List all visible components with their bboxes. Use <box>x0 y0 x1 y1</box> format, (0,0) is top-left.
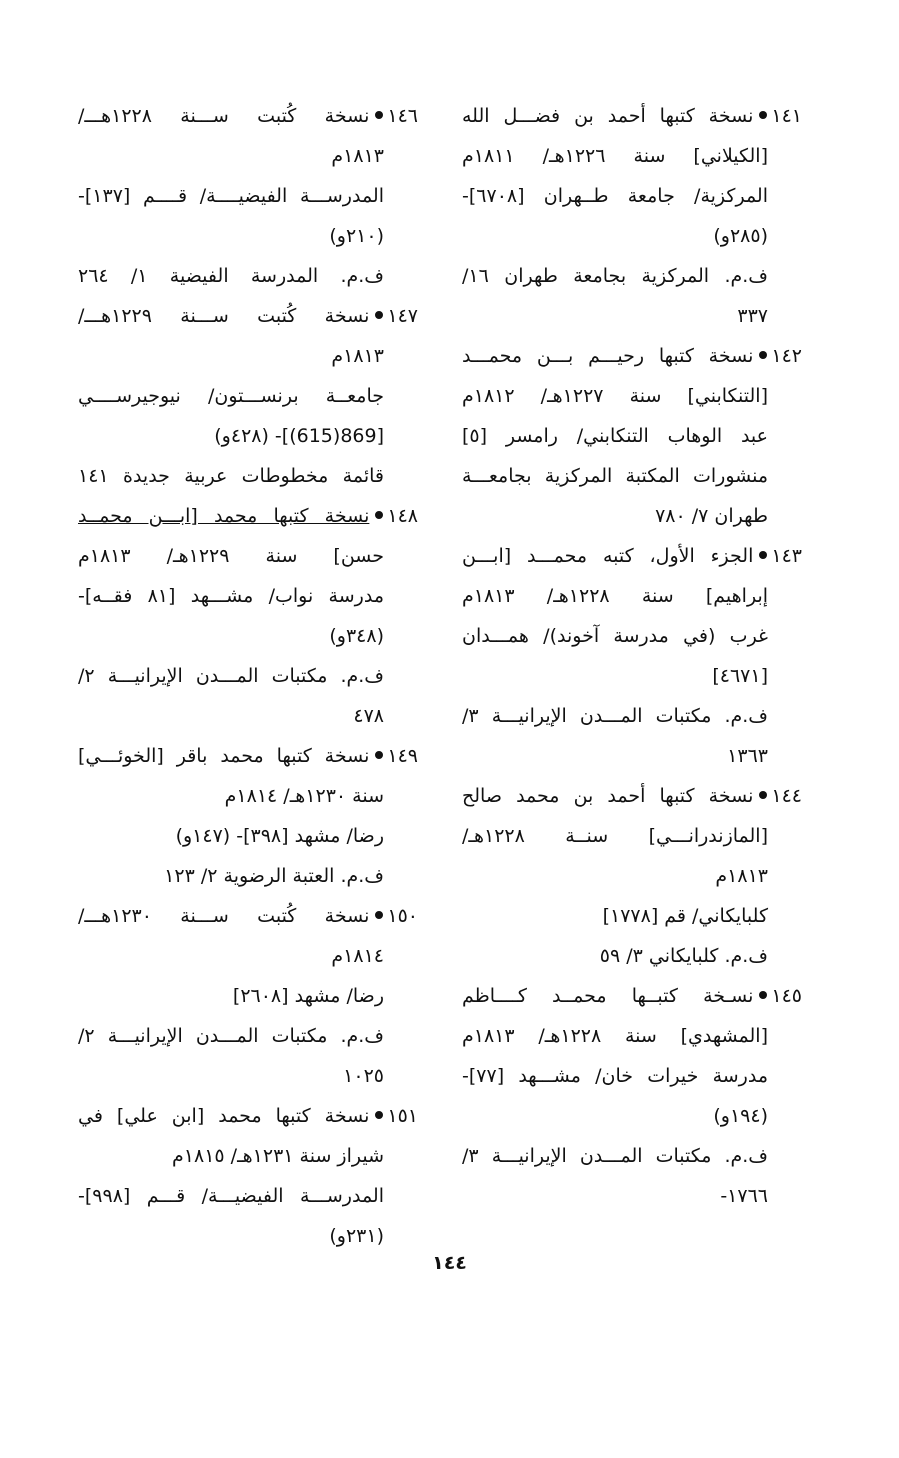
bullet-icon <box>759 791 767 799</box>
entry-line: ١٧٦٦- <box>720 1185 768 1207</box>
entry-first-line: ١٥٠نسخة كُتبت ســـنة ١٢٣٠هـــ/ <box>78 905 418 927</box>
entry-number: ١٤٨ <box>387 505 418 527</box>
entry-line: ١٨١٣م <box>331 145 384 167</box>
entry-line: المدرســـة الفيضيـــة/ قـــم [٩٩٨]- <box>78 1185 384 1207</box>
entry-line: [٤٦٧١] <box>712 665 768 687</box>
bullet-icon <box>759 111 767 119</box>
entry-line: ١٨١٤م <box>331 945 384 967</box>
entry-first-line: ١٤٧نسخة كُتبت ســـنة ١٢٢٩هـــ/ <box>78 305 418 327</box>
entry-line: المدرســـة الفيضيــــة/ قــــم [١٣٧]- <box>78 185 384 207</box>
entry-line: كلبايكاني/ قم [١٧٧٨] <box>602 905 768 927</box>
entry-line: ١٨١٣م <box>331 345 384 367</box>
entry-line: [الكيلاني] سنة ١٢٢٦هـ/ ١٨١١م <box>462 145 768 167</box>
entry-line: حسن] سنة ١٢٢٩هـ/ ١٨١٣م <box>78 545 384 567</box>
entry-number: ١٤٤ <box>771 785 802 807</box>
entry-number: ١٥١ <box>387 1105 418 1127</box>
entry-line: ٣٣٧ <box>737 305 768 327</box>
entry-line: ف.م. مكتبات المـــدن الإيرانيـــة ٣/ <box>462 1145 768 1167</box>
entry-line: ف.م. العتبة الرضوية ٢/ ١٢٣ <box>164 865 384 887</box>
entry-number: ١٤٩ <box>387 745 418 767</box>
entry-first-line: ١٤٥نسـخة كتبــها محمــد كــــاظم <box>462 985 802 1007</box>
entry-line: (١٩٤و) <box>713 1105 768 1127</box>
entry-first-line: ١٤٩نسخة كتبها محمد باقر [الخوئـــي] <box>78 745 418 767</box>
entry-line: ١٣٦٣ <box>727 745 768 767</box>
bullet-icon <box>375 751 383 759</box>
bullet-icon <box>375 511 383 519</box>
entry-line: [المازندرانـــي] سنــة ١٢٢٨هـ/ <box>462 825 768 847</box>
page-number: ١٤٤ <box>432 1252 467 1274</box>
right-column <box>462 96 802 1216</box>
entry-line: ١٨١٣م <box>715 865 768 887</box>
entry-line: مدرسة خيرات خان/ مشـــهد [٧٧]- <box>462 1065 768 1087</box>
entry-line: طهران ٧/ ٧٨٠ <box>655 505 768 527</box>
entry-line: المركزية/ جامعة طــهران [٦٧٠٨]- <box>462 185 768 207</box>
entry-line: شيراز سنة ١٢٣١هـ/ ١٨١٥م <box>172 1145 384 1167</box>
entry-number: ١٤٦ <box>387 105 418 127</box>
bullet-icon <box>375 1111 383 1119</box>
entry-first-line: ١٥١نسخة كتبها محمد [ابن علي] في <box>78 1105 418 1127</box>
entry-first-line: ١٤٤نسخة كتبها أحمد بن محمد صالح <box>462 785 802 807</box>
entry-line: [التنكابني] سنة ١٢٢٧هـ/ ١٨١٢م <box>462 385 769 407</box>
entry-line: (٢٣١و) <box>329 1225 384 1247</box>
bullet-icon <box>375 911 383 919</box>
entry-line: (٢٨٥و) <box>713 225 768 247</box>
entry-line: جامعــة برنســـتون/ نيوجيرســــي <box>78 385 384 407</box>
entry-line: ٤٧٨ <box>353 705 384 727</box>
entry-line: ف.م. مكتبات المـــدن الإيرانيـــة ٣/ <box>462 705 768 727</box>
entry-line: ف.م. مكتبات المـــدن الإيرانيـــة ٢/ <box>78 1025 384 1047</box>
entry-first-line: ١٤٨نسخة كتبها محمد [ابـــن محمــد <box>78 505 418 527</box>
entry-line: عبد الوهاب التنكابني/ رامسر [٥] <box>462 425 768 447</box>
entry-number: ١٥٠ <box>387 905 418 927</box>
bullet-icon <box>759 991 767 999</box>
entry-line: [المشهدي] سنة ١٢٢٨هـ/ ١٨١٣م <box>462 1025 768 1047</box>
entry-line: إبراهيم] سنة ١٢٢٨هـ/ ١٨١٣م <box>462 585 769 607</box>
entry-line: غرب (في مدرسة آخوند)/ همـــدان <box>462 625 768 647</box>
entry-line: [869(615)]- (٤٢٨و) <box>214 425 384 447</box>
entry-number: ١٤٥ <box>771 985 802 1007</box>
entry-number: ١٤٣ <box>771 545 802 567</box>
entry-first-line: ١٤٣الجزء الأول، كتبه محمـــد [ابـــن <box>462 545 802 567</box>
entry-line: سنة ١٢٣٠هـ/ ١٨١٤م <box>224 785 384 807</box>
entry-number: ١٤٢ <box>771 345 802 367</box>
entry-first-line: ١٤٦نسخة كُتبت ســـنة ١٢٢٨هـــ/ <box>78 105 418 127</box>
entry-first-line: ١٤١نسخة كتبها أحمد بن فضـــل الله <box>462 105 802 127</box>
entry-line: ف.م. مكتبات المـــدن الإيرانيـــة ٢/ <box>78 665 384 687</box>
entry-number: ١٤١ <box>771 105 802 127</box>
entry-line: ف.م. المركزية بجامعة طهران ١٦/ <box>462 265 768 287</box>
entry-line: قائمة مخطوطات عربية جديدة ١٤١ <box>78 465 384 487</box>
entry-line: ١٠٢٥ <box>343 1065 384 1087</box>
entry-line: رضا/ مشهد [٢٦٠٨] <box>232 985 384 1007</box>
entry-line: (٣٤٨و) <box>329 625 384 647</box>
bullet-icon <box>375 311 383 319</box>
entry-line: منشورات المكتبة المركزية بجامعـــة <box>462 465 768 487</box>
entry-first-line: ١٤٢نسخة كتبها رحيـــم بـــن محمـــد <box>462 345 802 367</box>
left-column <box>78 96 418 1256</box>
entry-line: (٢١٠و) <box>329 225 384 247</box>
entry-line: مدرسة نواب/ مشـــهد [٨١ فقــه]- <box>78 585 384 607</box>
bullet-icon <box>375 111 383 119</box>
entry-line: ف.م. كلبايكاني ٣/ ٥٩ <box>599 945 768 967</box>
entry-line: ف.م. المدرسة الفيضية ١/ ٢٦٤ <box>78 265 384 287</box>
bullet-icon <box>759 551 767 559</box>
bullet-icon <box>759 351 767 359</box>
entry-line: رضا/ مشهد [٣٩٨]- (١٤٧و) <box>175 825 384 847</box>
entry-number: ١٤٧ <box>387 305 418 327</box>
